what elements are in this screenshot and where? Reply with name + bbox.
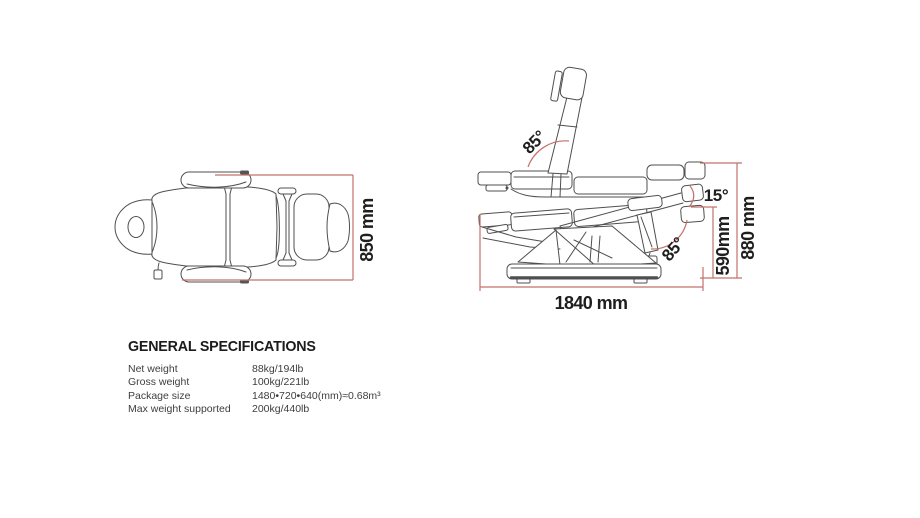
length-dimension-label: 1840 mm [554, 293, 628, 313]
backrest-angle-label: 85° [518, 126, 550, 158]
headrest-hole [128, 217, 144, 238]
flat-head-pad [685, 162, 705, 179]
specifications-table [128, 363, 448, 416]
specifications-title: GENERAL SPECIFICATIONS [128, 338, 316, 355]
armrest-clip-top [240, 171, 249, 175]
lift-mechanism [518, 226, 656, 267]
legrest-angle-label: 85° [658, 233, 689, 265]
hand-control [154, 270, 162, 279]
tilt-angle-label: 15° [703, 186, 729, 205]
spec-label: Max weight supported [128, 402, 231, 415]
reclined-armrest-pad [680, 205, 704, 223]
hand-control-cord [158, 263, 159, 270]
spec-value: 88kg/194lb [252, 363, 304, 375]
spec-row-gross-weight [128, 376, 448, 389]
spec-row-max-weight [128, 403, 448, 416]
spec-row-net-weight [128, 363, 448, 376]
seat-body [152, 186, 277, 268]
legrest-cushion [294, 194, 329, 260]
spec-label: Net weight [128, 363, 178, 375]
base-platform [507, 264, 661, 283]
spec-row-package-size [128, 390, 448, 403]
flat-position-group [478, 162, 705, 197]
spec-label: Gross weight [128, 376, 190, 389]
backrest-rail [550, 71, 562, 102]
reclined-back-pad [681, 184, 704, 202]
top-view-diagram [105, 155, 405, 310]
hinge-cap-bottom [278, 260, 296, 266]
spec-value: 100kg/221lb [252, 376, 310, 389]
overall-height-dimension-label: 880 mm [737, 196, 758, 260]
seat-height-dimension-label: 590mm [712, 216, 733, 276]
flat-armrest-pad [647, 165, 684, 180]
specifications-section [128, 338, 448, 416]
hinge-cap-top [278, 188, 296, 194]
width-dimension-label: 850 mm [356, 198, 377, 262]
spec-label: Package size [128, 389, 191, 402]
seat-leg-hinge [283, 194, 292, 260]
legrest-drop [637, 212, 658, 253]
spec-value: 1480•720•640(mm)≈0.68m³ [252, 389, 381, 402]
headrest-side [559, 66, 587, 101]
spec-value: 200kg/440lb [252, 402, 310, 415]
side-view-diagram [450, 0, 795, 330]
legrest-pad [327, 203, 350, 252]
